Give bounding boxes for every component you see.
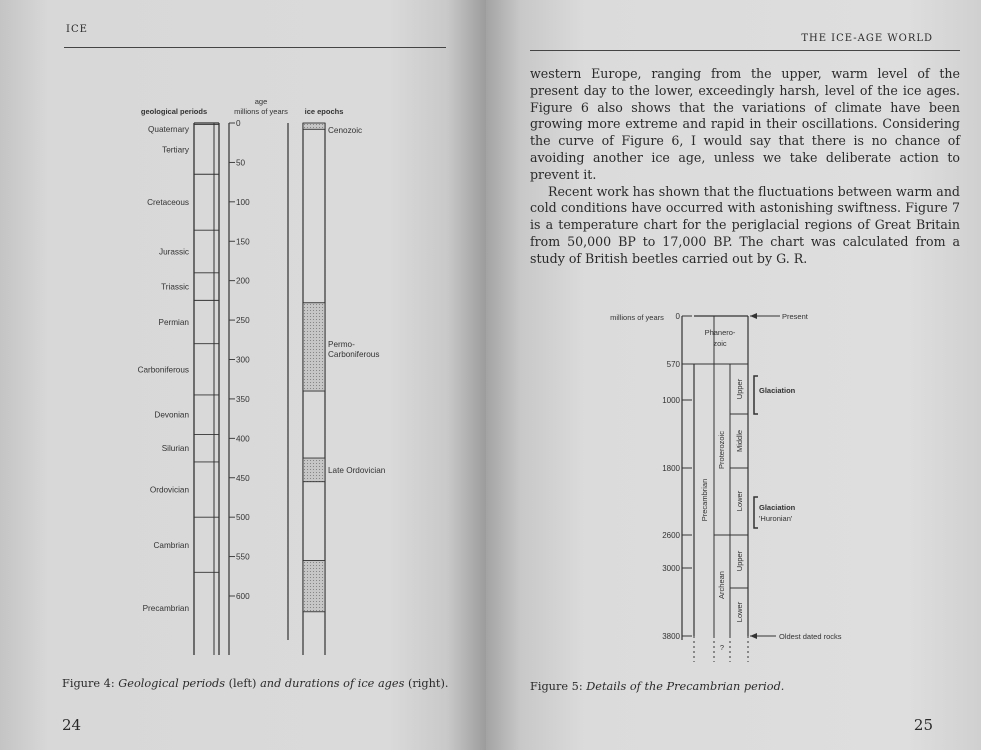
huronian-label: 'Huronian' bbox=[759, 514, 793, 523]
caption-italic-2: and durations of ice ages bbox=[260, 677, 405, 690]
present-arrow-head bbox=[750, 313, 757, 319]
fig5-tick-label-1800: 1800 bbox=[662, 464, 680, 473]
left-page-number: 24 bbox=[62, 716, 82, 734]
ice-epochs-column bbox=[288, 123, 386, 655]
periods-column bbox=[138, 123, 219, 655]
age-tick-label-550: 550 bbox=[236, 552, 250, 562]
age-tick-label-600: 600 bbox=[236, 592, 250, 601]
glaciation-bracket-1 bbox=[754, 376, 758, 414]
age-tick-label-400: 400 bbox=[236, 434, 250, 444]
ice-epoch-4 bbox=[303, 561, 325, 612]
period-label-jurassic: Jurassic bbox=[158, 247, 189, 257]
archean-upper: Upper bbox=[735, 550, 744, 572]
caption5-prefix: Figure 5: bbox=[530, 680, 587, 693]
question-mark: ? bbox=[719, 643, 725, 652]
glaciation-label-1: Glaciation bbox=[759, 386, 796, 395]
ice-epoch-2 bbox=[303, 303, 325, 391]
ice-epoch-3 bbox=[303, 458, 325, 482]
fig5-tick-label-2600: 2600 bbox=[662, 531, 680, 540]
figure-5-caption bbox=[530, 680, 784, 693]
ice-epoch-label-1: Cenozoic bbox=[328, 126, 363, 135]
glaciation-bracket-2 bbox=[754, 497, 758, 528]
ice-epoch-1 bbox=[303, 123, 325, 129]
header-age-line1: age bbox=[254, 97, 268, 106]
age-tick-label-50: 50 bbox=[236, 158, 246, 168]
fig5-tick-label-3800: 3800 bbox=[662, 632, 680, 641]
age-tick-label-300: 300 bbox=[236, 355, 250, 365]
age-axis bbox=[229, 119, 250, 655]
period-label-quaternary: Quaternary bbox=[148, 125, 189, 134]
paragraph-2: Recent work has shown that the fluctuations between warm and cold conditions have occurred with astonishing swiftness. Figure 7 is a temperature chart for the periglacial regions of Great Britain from 50,000 BP to 17,000 BP. The chart was calculated from a study of British beetles carried out by G. R. bbox=[530, 183, 960, 266]
caption-plain-2: (right). bbox=[404, 677, 449, 690]
proterozoic-middle: Middle bbox=[735, 429, 744, 453]
age-tick-label-200: 200 bbox=[236, 276, 250, 286]
age-tick-label-250: 250 bbox=[236, 316, 250, 326]
period-label-cambrian: Cambrian bbox=[153, 540, 189, 550]
oldest-arrow-head bbox=[750, 633, 757, 639]
proterozoic-lower: Lower bbox=[735, 490, 744, 512]
age-tick-label-100: 100 bbox=[236, 197, 250, 207]
period-label-carboniferous: Carboniferous bbox=[137, 365, 189, 375]
header-age-line2: millions of years bbox=[234, 107, 288, 116]
period-label-cretaceous: Cretaceous bbox=[147, 198, 189, 208]
eon-precambrian: Precambrian bbox=[700, 478, 709, 522]
fig5-tick-label-570: 570 bbox=[666, 360, 680, 369]
age-tick-label-500: 500 bbox=[236, 513, 250, 523]
left-page bbox=[0, 0, 486, 750]
glaciation-label-2: Glaciation bbox=[759, 503, 796, 512]
period-label-tertiary: Tertiary bbox=[162, 145, 189, 155]
period-label-precambrian: Precambrian bbox=[142, 603, 189, 613]
period-label-ordovician: Ordovician bbox=[149, 485, 189, 495]
figure-5-precambrian bbox=[486, 0, 981, 680]
period-label-silurian: Silurian bbox=[161, 444, 189, 454]
figure-4-caption bbox=[62, 677, 448, 690]
age-tick-label-350: 350 bbox=[236, 394, 250, 404]
fig5-tick-label-3000: 3000 bbox=[662, 564, 680, 573]
caption-prefix: Figure 4: bbox=[62, 677, 119, 690]
fig5-tick-label-1000: 1000 bbox=[662, 396, 680, 405]
axis-label-millions: millions of years bbox=[610, 313, 664, 322]
period-label-triassic: Triassic bbox=[161, 282, 189, 292]
ice-epoch-label2-2: Carboniferous bbox=[328, 349, 380, 359]
left-running-head: ICE bbox=[66, 24, 88, 35]
right-running-head: THE ICE-AGE WORLD bbox=[801, 33, 933, 44]
ice-epoch-label-2: Permo- bbox=[328, 339, 355, 349]
age-tick-label-450: 450 bbox=[236, 473, 250, 483]
paragraph-1: western Europe, ranging from the upper, warm level of the present day to the lower, exceedingly harsh, level of the ice ages. Figure 6 also shows that the variations of climate have been growing more extreme and rapid in their oscillations. Considering the curve of Figure 6, I would say that there is no chance of avoiding another ice age, unless we take deliberate action to prevent it. bbox=[530, 66, 960, 182]
period-label-devonian: Devonian bbox=[154, 410, 189, 420]
header-ice-epochs: ice epochs bbox=[304, 107, 344, 116]
eon-archean: Archean bbox=[717, 571, 726, 599]
fig5-tick-label-0: 0 bbox=[675, 312, 680, 321]
age-tick-label-0: 0 bbox=[236, 119, 241, 128]
age-tick-label-150: 150 bbox=[236, 237, 250, 247]
figure-4-geological-periods bbox=[0, 0, 486, 660]
caption-plain-1: (left) bbox=[225, 677, 261, 690]
header-geological-periods: geological periods bbox=[140, 107, 208, 116]
eon-phanerozoic-2: zoic bbox=[713, 339, 727, 348]
present-label: Present bbox=[782, 312, 808, 321]
eon-phanerozoic: Phanero- bbox=[704, 328, 736, 337]
proterozoic-upper: Upper bbox=[735, 378, 744, 400]
right-page bbox=[486, 0, 981, 750]
period-label-permian: Permian bbox=[158, 318, 189, 328]
right-page-number: 25 bbox=[913, 716, 933, 734]
precambrian-axis bbox=[662, 312, 692, 641]
caption5-italic: Details of the Precambrian period. bbox=[586, 680, 785, 693]
ice-epoch-label-3: Late Ordovician bbox=[328, 465, 386, 475]
caption-italic-1: Geological periods bbox=[118, 677, 226, 690]
oldest-rocks-label: Oldest dated rocks bbox=[779, 632, 842, 641]
eon-proterozoic: Proterozoic bbox=[717, 431, 726, 469]
archean-lower: Lower bbox=[735, 601, 744, 623]
